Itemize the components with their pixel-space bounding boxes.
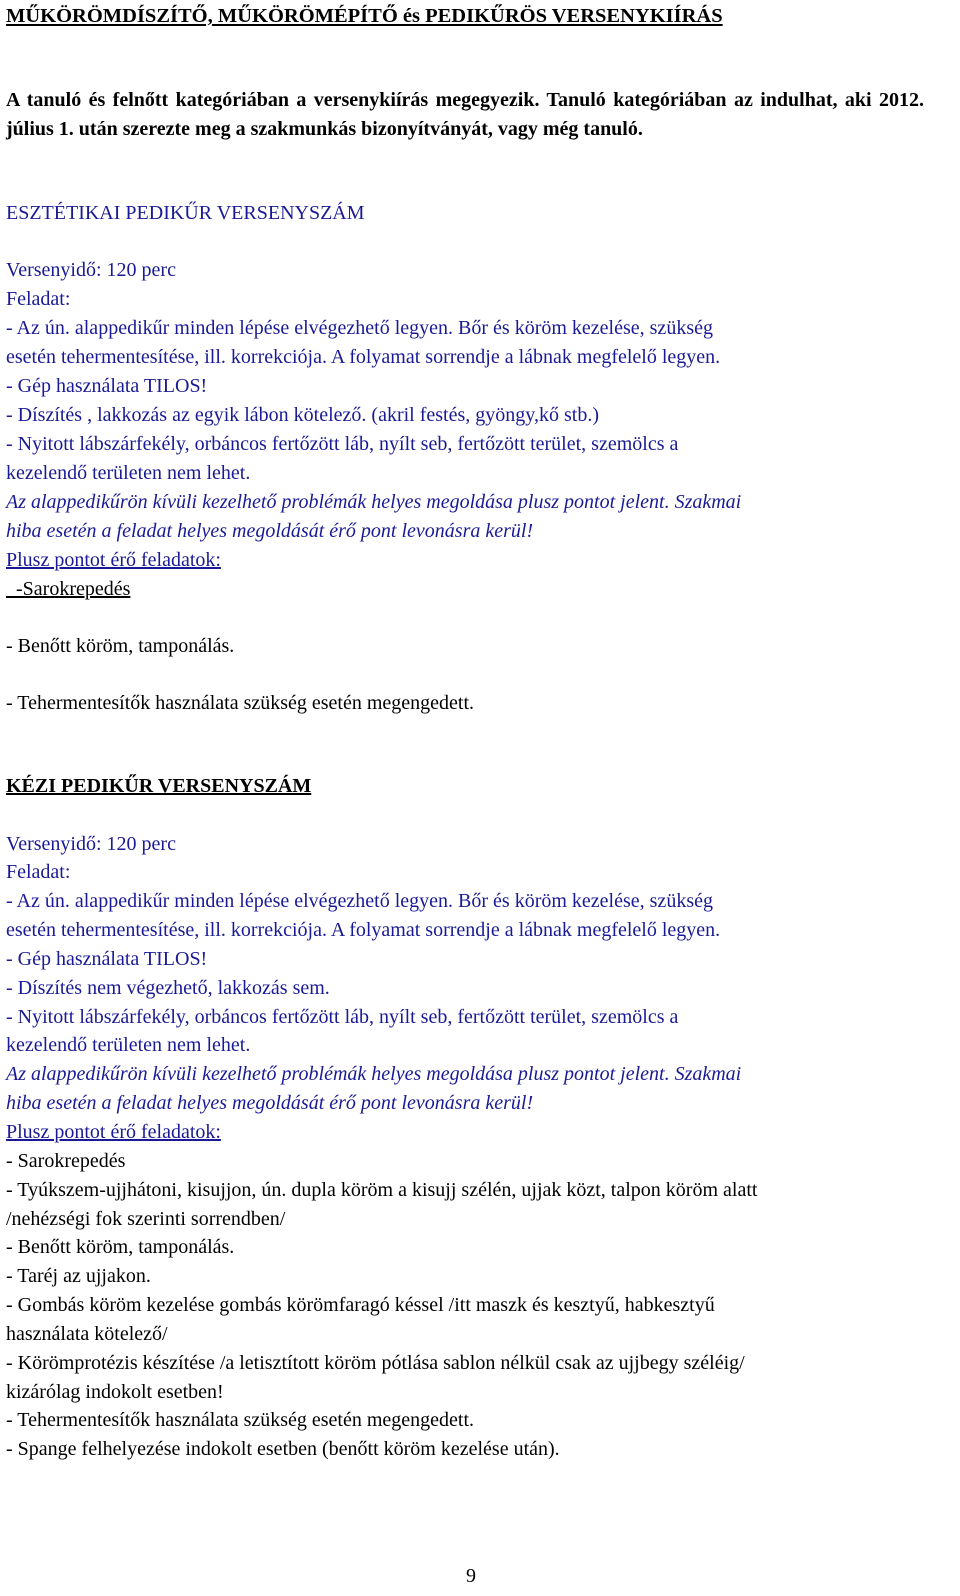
section2-bonus-item: - Gombás köröm kezelése gombás körömfaragó késsel /itt maszk és kesztyű, habkesztyű — [6, 1294, 715, 1316]
document-title: MŰKÖRÖMDÍSZÍTŐ, MŰKÖRÖMÉPÍTŐ és PEDIKŰRÖS VERSENYKIÍRÁS — [6, 5, 723, 27]
section2-line: kezelendő területen nem lehet. — [6, 1034, 251, 1056]
section1-line: - Gép használata TILOS! — [6, 375, 208, 397]
section2-bonus-item: - Benőtt köröm, tamponálás. — [6, 1236, 235, 1258]
section1-line: - Nyitott lábszárfekély, orbáncos fertőzött láb, nyílt seb, fertőzött terület, szemölcs a — [6, 433, 679, 455]
page-number: 9 — [466, 1565, 476, 1587]
section1-line: - Az ún. alappedikűr minden lépése elvégezhető legyen. Bőr és köröm kezelése, szükség — [6, 317, 713, 339]
section1-bonus-item — [6, 575, 130, 604]
section2-line: - Gép használata TILOS! — [6, 948, 208, 970]
section2-bonus-item: - Tehermentesítők használata szükség esetén megengedett. — [6, 1409, 475, 1431]
section2-bonus-label: Plusz pontot érő feladatok: — [6, 1121, 221, 1143]
section1-note: hiba esetén a feladat helyes megoldását érő pont levonásra kerül! — [6, 520, 534, 542]
section2-bonus-item: /nehézségi fok szerinti sorrendben/ — [6, 1208, 286, 1230]
section2-bonus-item: - Körömprotézis készítése /a letisztított köröm pótlása sablon nélkül csak az ujjbegy széléig/ — [6, 1352, 745, 1374]
section1-bonus-item: - Tehermentesítők használata szükség esetén megengedett. — [6, 692, 475, 714]
section1-bonus-label: Plusz pontot érő feladatok: — [6, 549, 221, 571]
section2-line: - Nyitott lábszárfekély, orbáncos fertőzött láb, nyílt seb, fertőzött terület, szemölcs a — [6, 1006, 679, 1028]
section2-line: - Az ún. alappedikűr minden lépése elvégezhető legyen. Bőr és köröm kezelése, szükség — [6, 890, 713, 912]
section2-note: Az alappedikűrön kívüli kezelhető problémák helyes megoldása plusz pontot jelent. Szakmai — [6, 1063, 742, 1085]
section1-bonus-item: - Benőtt köröm, tamponálás. — [6, 635, 235, 657]
section2-line: esetén tehermentesítése, ill. korrekciója. A folyamat sorrendje a lábnak megfelelő legyen. — [6, 919, 721, 941]
intro-paragraph: A tanuló és felnőtt kategóriában a versenykiírás megegyezik. Tanuló kategóriában az indulhat, aki 2012. július 1. után szerezte meg a szakmunkás bizonyítványát, vagy még tanuló. — [6, 89, 924, 140]
section2-bonus-item: használata kötelező/ — [6, 1323, 168, 1345]
section1-task-label: Feladat: — [6, 288, 71, 310]
section2-note: hiba esetén a feladat helyes megoldását érő pont levonásra kerül! — [6, 1092, 534, 1114]
section2-bonus-item: - Sarokrepedés — [6, 1150, 126, 1172]
section2-heading: KÉZI PEDIKŰR VERSENYSZÁM — [6, 775, 312, 797]
section2-task-label: Feladat: — [6, 861, 71, 883]
section1-line: - Díszítés , lakkozás az egyik lábon kötelező. (akril festés, gyöngy,kő stb.) — [6, 404, 599, 426]
section2-time: Versenyidő: 120 perc — [6, 833, 176, 855]
section2-bonus-item: - Taréj az ujjakon. — [6, 1265, 151, 1287]
section1-note: Az alappedikűrön kívüli kezelhető problémák helyes megoldása plusz pontot jelent. Szakmai — [6, 491, 742, 513]
section1-heading: ESZTÉTIKAI PEDIKŰR VERSENYSZÁM — [6, 202, 365, 224]
section1-time: Versenyidő: 120 perc — [6, 259, 176, 281]
section2-bonus-item: kizárólag indokolt esetben! — [6, 1381, 224, 1403]
section2-line: - Díszítés nem végezhető, lakkozás sem. — [6, 977, 330, 999]
section1-line: esetén tehermentesítése, ill. korrekciója. A folyamat sorrendje a lábnak megfelelő legyen. — [6, 346, 721, 368]
section2-bonus-item: - Spange felhelyezése indokolt esetben (benőtt köröm kezelése után). — [6, 1438, 560, 1460]
section1-line: kezelendő területen nem lehet. — [6, 462, 251, 484]
section1-bonus-item-text: -Sarokrepedés — [16, 578, 131, 600]
section2-bonus-item: - Tyúkszem-ujjhátoni, kisujjon, ún. dupla köröm a kisujj szélén, ujjak közt, talpon köröm alatt — [6, 1179, 758, 1201]
